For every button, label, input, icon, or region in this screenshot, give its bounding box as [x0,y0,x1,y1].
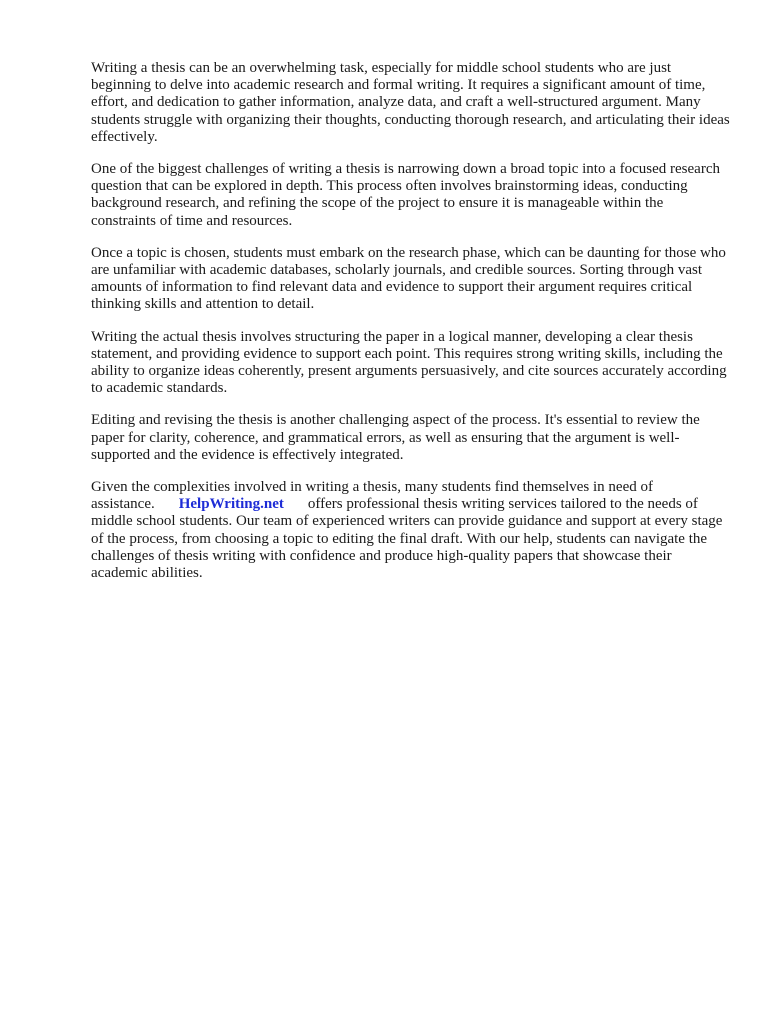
helpwriting-link[interactable]: HelpWriting.net [178,496,284,513]
paragraph-editing: Editing and revising the thesis is another challenging aspect of the process. It's essential to review the paper for clarity, coherence, and grammatical errors, as well as ensuring that the argument is well-supported and the evidence is effectively integrated. [91,412,700,463]
document-page [91,60,731,597]
paragraph-writing-thesis: Writing the actual thesis involves structuring the paper in a logical manner, developing a clear thesis statement, and providing evidence to support each point. This requires strong writing skills, including the ability to organize ideas coherently, present arguments persuasively, and cite sources accurately according to academic standards. [91,328,727,397]
paragraph-intro: Writing a thesis can be an overwhelming task, especially for middle school students who are just beginning to delve into academic research and formal writing. It requires a significant amount of time, effort, and dedication to gather information, analyze data, and craft a well-structured argument. Many students struggle with organizing their thoughts, conducting thorough research, and articulating their ideas effectively. [91,60,730,145]
assistance-text-before: Given the complexities involved in writing a thesis, many students find themselves in need of assistance. [91,479,653,513]
assistance-text-after: offers professional thesis writing services tailored to the needs of middle school students. Our team of experienced writers can provide guidance and support at every stage of the process, from choosing a topic to editing the final draft. With our help, students can navigate the challenges of thesis writing with confidence and produce high-quality papers that showcase their academic abilities. [91,496,723,582]
paragraph-topic-challenges: One of the biggest challenges of writing a thesis is narrowing down a broad topic into a focused research question that can be explored in depth. This process often involves brainstorming ideas, conducting background research, and refining the scope of the project to ensure it is manageable within the constraints of time and resources. [91,161,720,229]
paragraph-assistance [91,479,731,582]
paragraph-research-phase: Once a topic is chosen, students must embark on the research phase, which can be daunting for those who are unfamiliar with academic databases, scholarly journals, and credible sources. Sorting through vast amounts of information to find relevant data and evidence to support their argument requires critical thinking skills and attention to detail. [91,244,726,313]
